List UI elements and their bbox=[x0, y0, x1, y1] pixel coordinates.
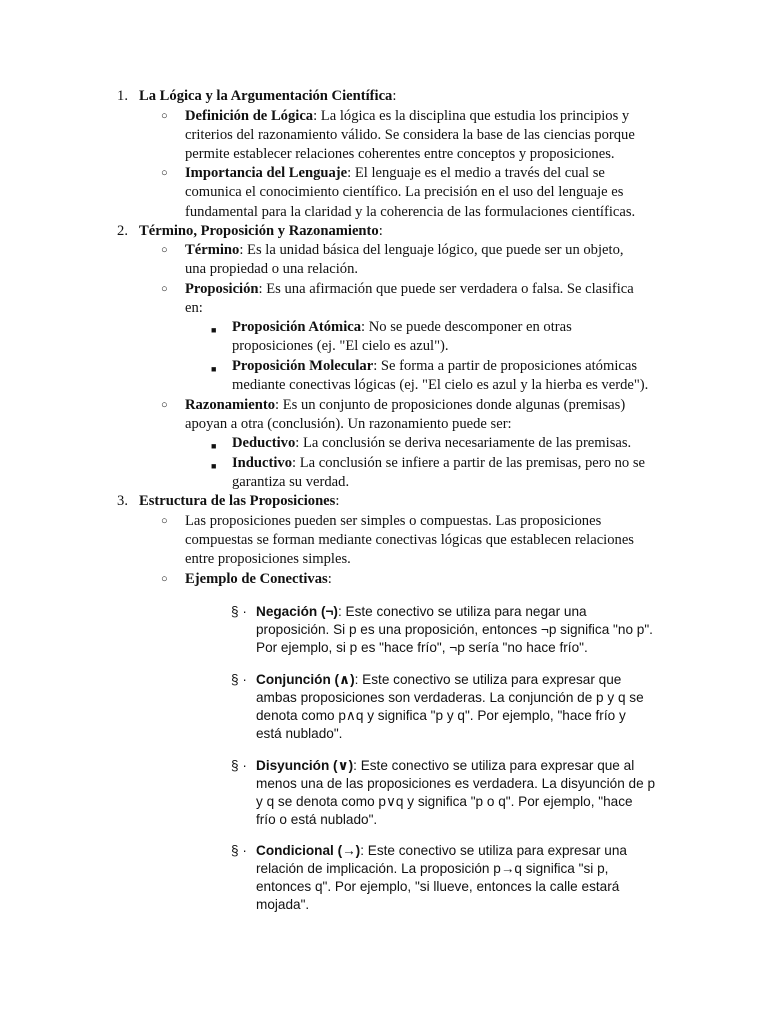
circle-bullet-icon: ○ bbox=[161, 573, 168, 585]
list-item-line: criterios del razonamiento válido. Se considera la base de las ciencias porque bbox=[185, 127, 635, 143]
sub-list-item: Deductivo: La conclusión se deriva necesariamente de las premisas. bbox=[232, 435, 632, 451]
connective-item-line: denota como p∧q y significa "p y q". Por ejemplo, "hace frío y bbox=[256, 708, 626, 723]
section-marker-icon: § · bbox=[231, 604, 247, 619]
list-item-line: apoyan a otra (conclusión). Un razonamiento puede ser: bbox=[185, 416, 512, 432]
sub-list-item: Proposición Atómica: No se puede descomponer en otras bbox=[232, 319, 572, 335]
circle-bullet-icon: ○ bbox=[161, 515, 168, 527]
list-item-line: compuestas se forman mediante conectivas lógicas que establecen relaciones bbox=[185, 532, 634, 548]
list-item: Ejemplo de Conectivas: bbox=[185, 571, 332, 587]
connective-item-line: ambas proposiciones son verdaderas. La conjunción de p y q se bbox=[256, 690, 644, 705]
sub-list-item-line: garantiza su verdad. bbox=[232, 474, 350, 490]
connective-item-line: mojada". bbox=[256, 897, 310, 912]
list-item: Definición de Lógica: La lógica es la disciplina que estudia los principios y bbox=[185, 108, 630, 124]
list-item-line: permite establecer relaciones coherentes entre conceptos y proposiciones. bbox=[185, 146, 615, 162]
list-item-line: fundamental para la claridad y la coherencia de las formulaciones científicas. bbox=[185, 204, 636, 220]
square-bullet-icon: ■ bbox=[211, 441, 217, 451]
list-item-line: en: bbox=[185, 300, 203, 316]
connective-item: Negación (¬): Este conectivo se utiliza para negar una bbox=[256, 604, 587, 619]
list-item-line: una propiedad o una relación. bbox=[185, 261, 359, 277]
square-bullet-icon: ■ bbox=[211, 461, 217, 471]
circle-bullet-icon: ○ bbox=[161, 167, 168, 179]
section-title: La Lógica y la Argumentación Científica: bbox=[139, 88, 397, 104]
sub-list-item: Inductivo: La conclusión se infiere a partir de las premisas, pero no se bbox=[232, 455, 645, 471]
list-item: Proposición: Es una afirmación que puede ser verdadera o falsa. Se clasifica bbox=[185, 281, 634, 297]
circle-bullet-icon: ○ bbox=[161, 110, 168, 122]
list-item-line: Las proposiciones pueden ser simples o compuestas. Las proposiciones bbox=[185, 513, 602, 529]
circle-bullet-icon: ○ bbox=[161, 399, 168, 411]
connective-item-line: Por ejemplo, si p es "hace frío", ¬p sería "no hace frío". bbox=[256, 640, 588, 655]
connective-item-line: está nublado". bbox=[256, 726, 343, 741]
section-number: 1. bbox=[117, 88, 128, 104]
connective-item: Condicional (→): Este conectivo se utiliza para expresar una bbox=[256, 843, 627, 858]
connective-item-line: frío o está nublado". bbox=[256, 812, 378, 827]
list-item: Razonamiento: Es un conjunto de proposiciones donde algunas (premisas) bbox=[185, 397, 626, 413]
connective-item-line: menos una de las proposiciones es verdadera. La disyunción de p bbox=[256, 776, 656, 791]
section-number: 2. bbox=[117, 223, 128, 239]
sub-list-item: Proposición Molecular: Se forma a partir de proposiciones atómicas bbox=[232, 358, 638, 374]
connective-item-line: entonces q". Por ejemplo, "si llueve, entonces la calle estará bbox=[256, 879, 620, 894]
section-marker-icon: § · bbox=[231, 672, 247, 687]
connective-item: Conjunción (∧): Este conectivo se utiliza para expresar que bbox=[256, 672, 622, 687]
connective-item-line: y q se denota como p∨q y significa "p o q". Por ejemplo, "hace bbox=[256, 794, 633, 809]
connective-item-line: relación de implicación. La proposición p→q significa "si p, bbox=[256, 861, 609, 876]
section-marker-icon: § · bbox=[231, 758, 247, 773]
sub-list-item-line: mediante conectivas lógicas (ej. "El cielo es azul y la hierba es verde"). bbox=[232, 377, 649, 393]
list-item: Término: Es la unidad básica del lenguaje lógico, que puede ser un objeto, bbox=[185, 242, 624, 258]
square-bullet-icon: ■ bbox=[211, 364, 217, 374]
connective-item: Disyunción (∨): Este conectivo se utiliza para expresar que al bbox=[256, 758, 635, 773]
section-title: Estructura de las Proposiciones: bbox=[139, 493, 340, 509]
list-item-line: entre proposiciones simples. bbox=[185, 551, 351, 567]
list-item: Importancia del Lenguaje: El lenguaje es el medio a través del cual se bbox=[185, 165, 605, 181]
connective-item-line: proposición. Si p es una proposición, entonces ¬p significa "no p". bbox=[256, 622, 653, 637]
section-title: Término, Proposición y Razonamiento: bbox=[139, 223, 383, 239]
section-marker-icon: § · bbox=[231, 843, 247, 858]
list-item-line: comunica el conocimiento científico. La precisión en el uso del lenguaje es bbox=[185, 184, 624, 200]
square-bullet-icon: ■ bbox=[211, 325, 217, 335]
circle-bullet-icon: ○ bbox=[161, 283, 168, 295]
circle-bullet-icon: ○ bbox=[161, 244, 168, 256]
section-number: 3. bbox=[117, 493, 128, 509]
sub-list-item-line: proposiciones (ej. "El cielo es azul"). bbox=[232, 338, 449, 354]
